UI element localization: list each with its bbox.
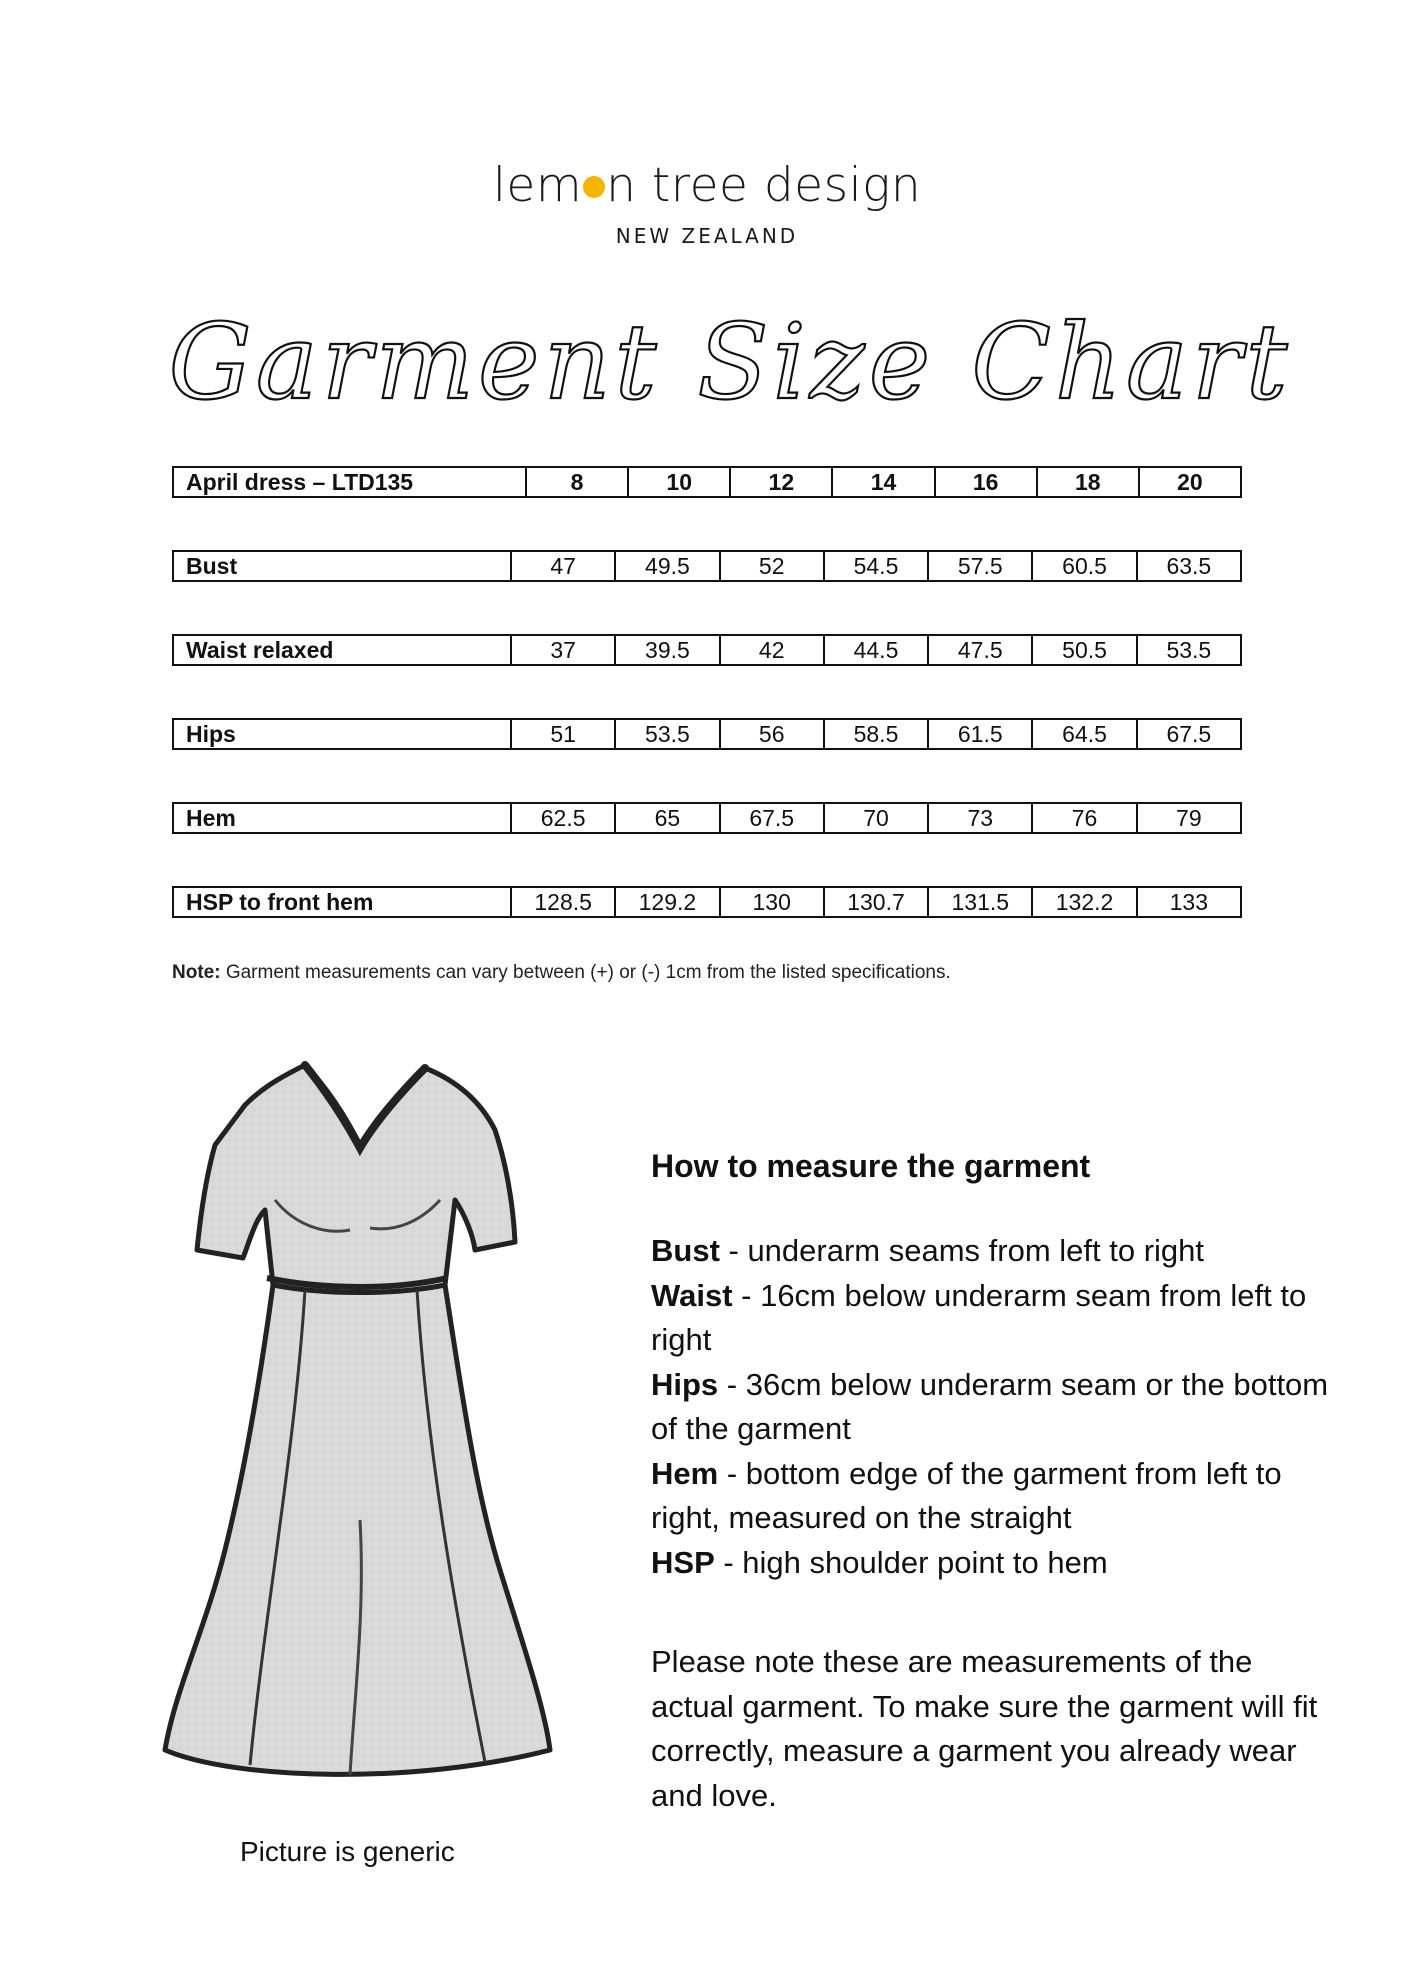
value-cell: 53.5 xyxy=(1166,637,1212,663)
size-header-row xyxy=(172,466,1242,498)
guide-item-waist xyxy=(651,1274,1331,1363)
guide-term: Hips xyxy=(651,1366,719,1402)
brand-subtitle: NEW ZEALAND xyxy=(615,224,799,248)
note-label: Note: xyxy=(172,962,221,983)
value-cell: 132.2 xyxy=(1033,888,1137,916)
brand-name xyxy=(493,158,921,213)
guide-term: Hem xyxy=(651,1455,719,1491)
illustration-caption: Picture is generic xyxy=(240,1836,455,1867)
guide-desc: - bottom edge of the garment from left to right, measured on the straight xyxy=(651,1455,1282,1535)
size-cell: 10 xyxy=(629,468,731,496)
how-to-measure-section xyxy=(651,1148,1331,1818)
value-cell: 56 xyxy=(721,720,825,748)
row-label: Bust xyxy=(174,552,512,580)
value-cell: 37 xyxy=(512,636,616,664)
dress-illustration xyxy=(155,1050,575,1810)
value-cell: 67.5 xyxy=(721,804,825,832)
guide-desc: - high shoulder point to hem xyxy=(714,1544,1108,1580)
row-label: HSP to front hem xyxy=(174,888,512,916)
brand-name-part-2: n tree design xyxy=(606,158,922,213)
table-row-bust xyxy=(172,550,1242,582)
value-cell: 67.5 xyxy=(1166,721,1212,747)
guide-item-hips xyxy=(651,1363,1331,1452)
table-row-waist xyxy=(172,634,1242,666)
value-cell: 128.5 xyxy=(512,888,616,916)
measurement-note xyxy=(172,962,951,984)
table-row-hsp xyxy=(172,886,1242,918)
note-text: Garment measurements can vary between (+) or (-) 1cm from the listed specifications. xyxy=(220,962,951,983)
value-cell: 47 xyxy=(512,552,616,580)
value-cell: 73 xyxy=(929,804,1033,832)
value-cell: 54.5 xyxy=(825,552,929,580)
value-cell: 79 xyxy=(1176,805,1202,831)
value-cell: 47.5 xyxy=(929,636,1033,664)
row-label: Hips xyxy=(174,720,512,748)
value-cell: 50.5 xyxy=(1033,636,1137,664)
value-cell: 52 xyxy=(721,552,825,580)
guide-term: Waist xyxy=(651,1277,733,1313)
size-cell: 14 xyxy=(833,468,935,496)
value-cell: 63.5 xyxy=(1166,553,1212,579)
value-cell: 61.5 xyxy=(929,720,1033,748)
guide-term: HSP xyxy=(651,1544,715,1580)
page-title xyxy=(168,280,1292,440)
row-label: Waist relaxed xyxy=(174,636,512,664)
dress-drawing xyxy=(155,1050,575,1810)
fit-advice-paragraph: Please note these are measurements of the actual garment. To make sure the garment will fit correctly, measure a garment you already wear and love. xyxy=(651,1644,1318,1813)
value-cell: 57.5 xyxy=(929,552,1033,580)
guide-item-hsp xyxy=(651,1541,1331,1586)
size-cell: 16 xyxy=(936,468,1038,496)
value-cell: 70 xyxy=(825,804,929,832)
value-cell: 49.5 xyxy=(616,552,720,580)
table-row-hem xyxy=(172,802,1242,834)
value-cell: 130 xyxy=(721,888,825,916)
value-cell: 76 xyxy=(1033,804,1137,832)
value-cell: 53.5 xyxy=(616,720,720,748)
size-cell: 18 xyxy=(1038,468,1140,496)
value-cell: 39.5 xyxy=(616,636,720,664)
size-cell: 20 xyxy=(1177,469,1203,495)
lemon-dot-icon xyxy=(583,176,605,198)
table-row-hips xyxy=(172,718,1242,750)
value-cell: 42 xyxy=(721,636,825,664)
product-label: April dress – LTD135 xyxy=(174,468,527,496)
size-cell: 12 xyxy=(731,468,833,496)
guide-desc: - 16cm below underarm seam from left to right xyxy=(651,1277,1307,1357)
guide-item-hem xyxy=(651,1452,1331,1541)
howto-heading: How to measure the garment xyxy=(651,1148,1091,1184)
guide-item-bust xyxy=(651,1229,1331,1274)
value-cell: 131.5 xyxy=(929,888,1033,916)
row-label: Hem xyxy=(174,804,512,832)
value-cell: 64.5 xyxy=(1033,720,1137,748)
brand-name-part-1: lem xyxy=(492,158,583,213)
value-cell: 129.2 xyxy=(616,888,720,916)
size-cell: 8 xyxy=(527,468,629,496)
value-cell: 60.5 xyxy=(1033,552,1137,580)
value-cell: 58.5 xyxy=(825,720,929,748)
title-lettering xyxy=(168,280,1292,440)
guide-desc: - 36cm below underarm seam or the bottom of the garment xyxy=(651,1366,1329,1446)
value-cell: 130.7 xyxy=(825,888,929,916)
value-cell: 44.5 xyxy=(825,636,929,664)
guide-term: Bust xyxy=(651,1233,720,1268)
value-cell: 133 xyxy=(1169,889,1209,915)
title-text: Garment Size Chart xyxy=(168,301,1292,423)
value-cell: 65 xyxy=(616,804,720,832)
brand-logo xyxy=(0,158,1414,213)
measurement-guide-list xyxy=(651,1229,1331,1585)
value-cell: 51 xyxy=(512,720,616,748)
guide-desc: - underarm seams from left to right xyxy=(719,1233,1204,1268)
value-cell: 62.5 xyxy=(512,804,616,832)
